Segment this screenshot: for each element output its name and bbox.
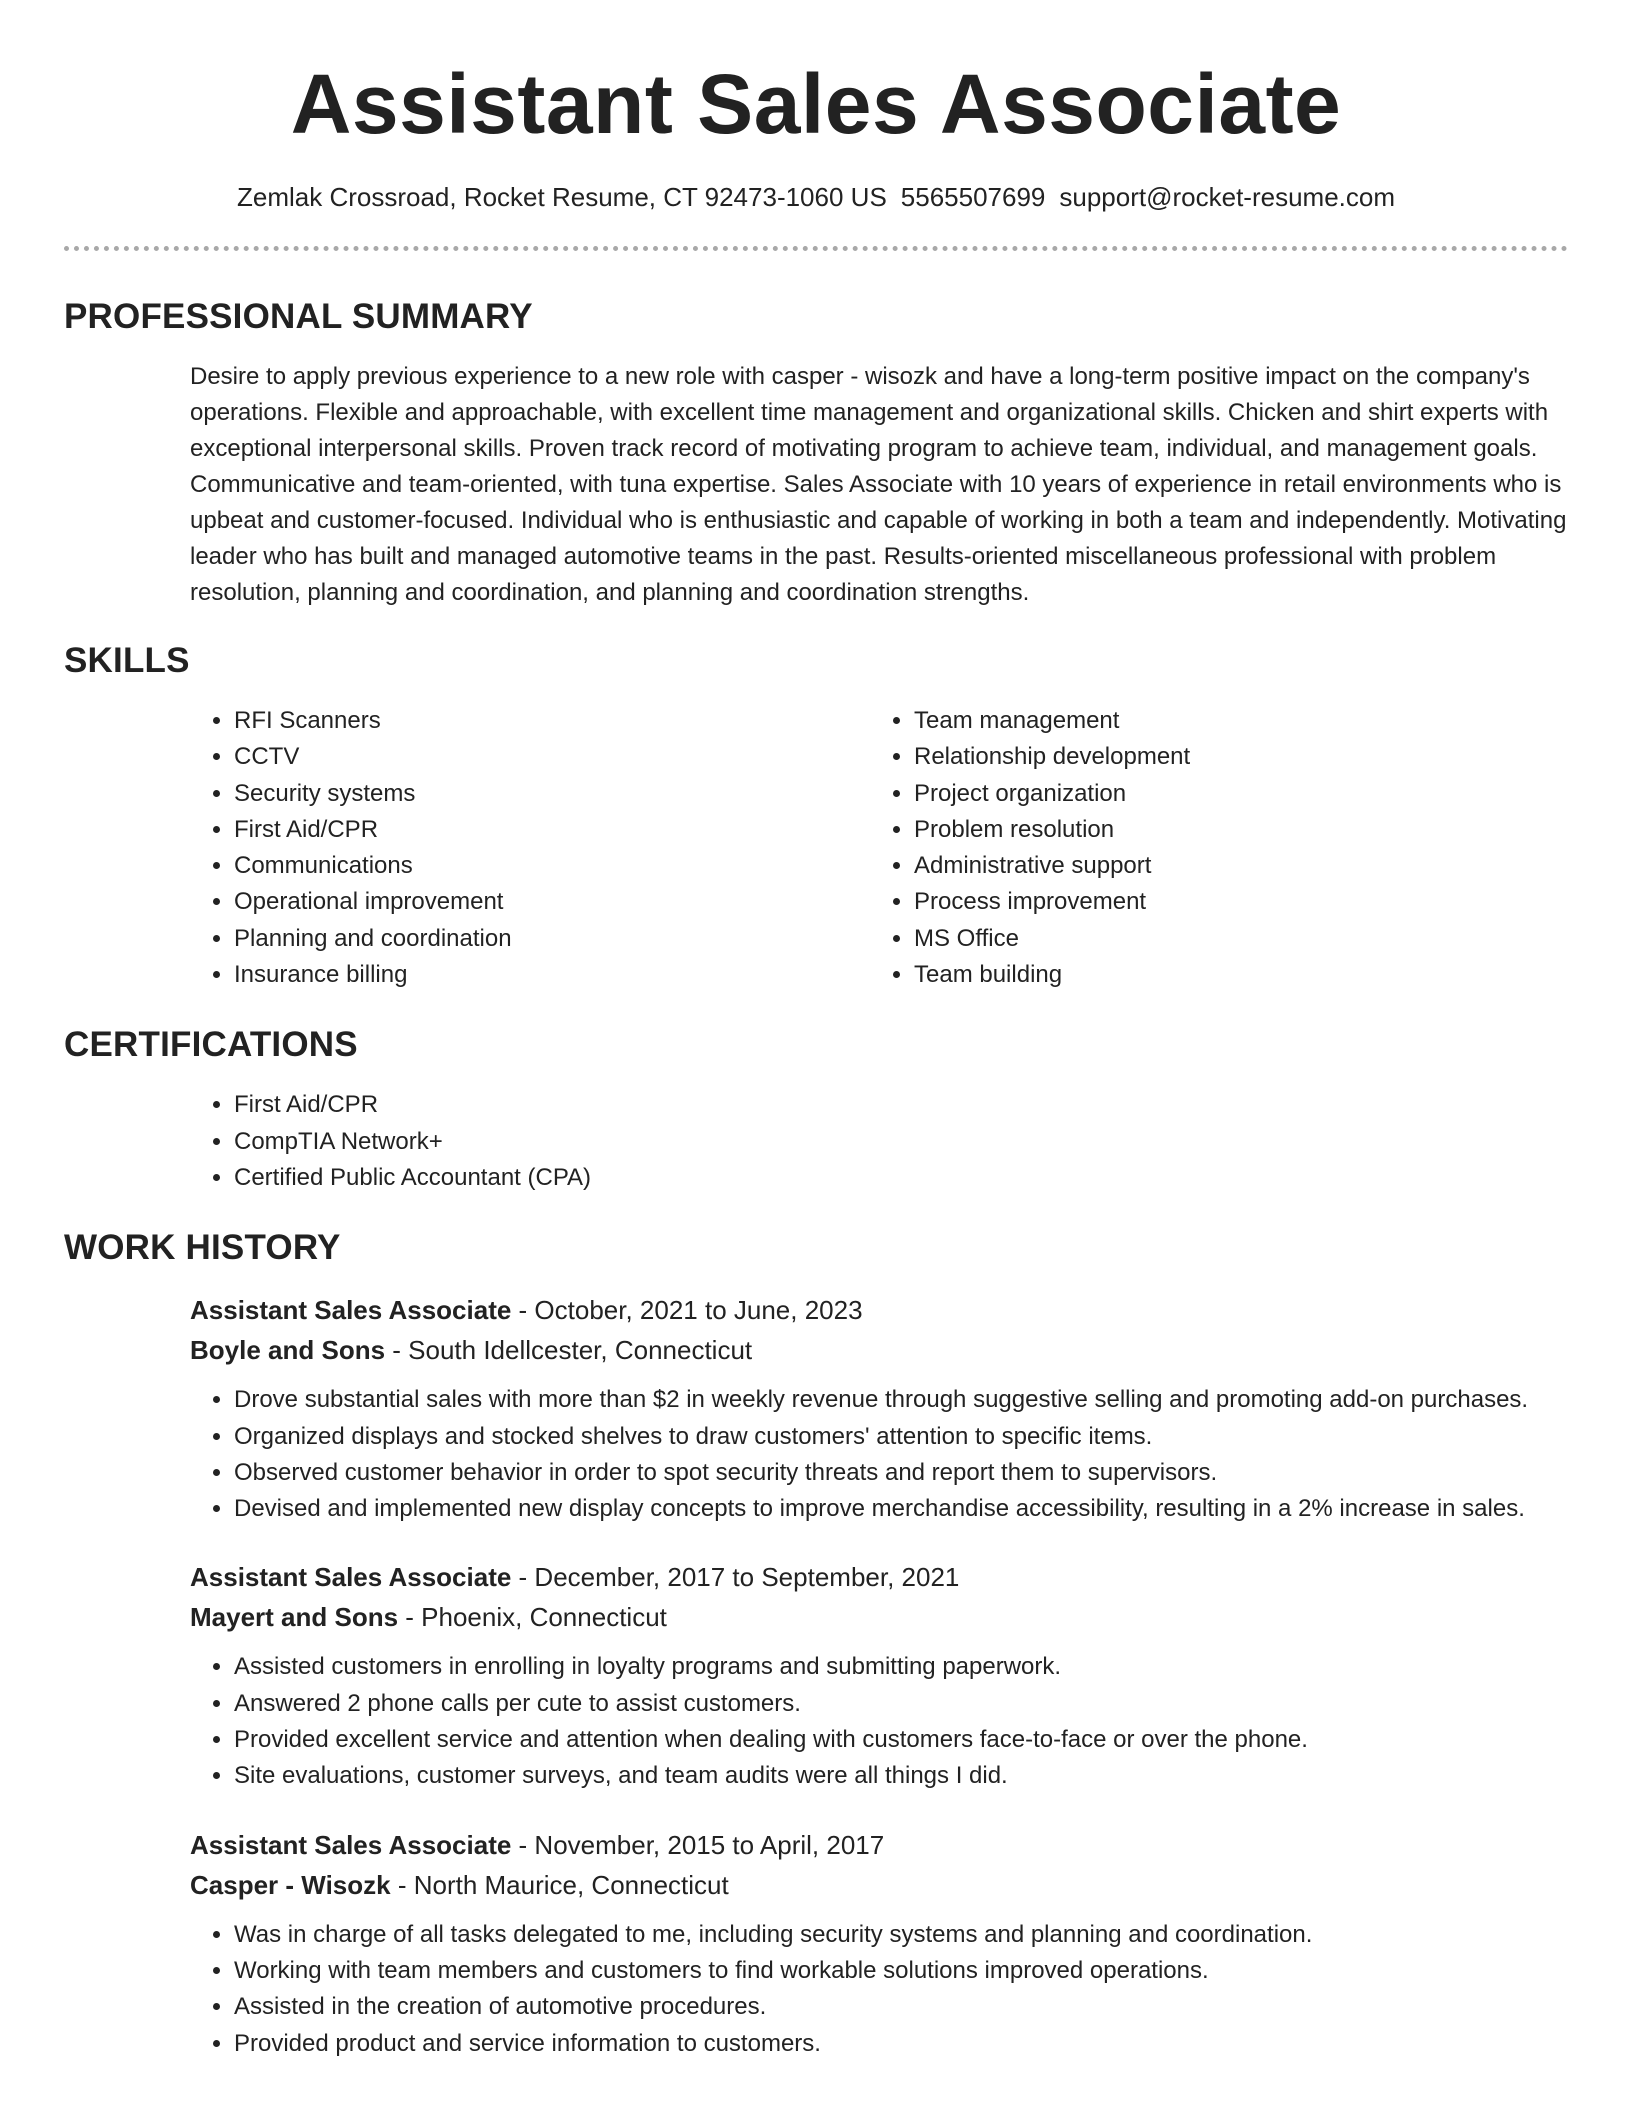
skill-item: • First Aid/CPR (234, 812, 870, 848)
certifications-list (190, 1087, 1568, 1196)
skills-right-list (870, 703, 1190, 993)
skill-item: • Team building (914, 957, 1190, 993)
skill-item: • Relationship development (914, 739, 1190, 775)
skill-item: • Communications (234, 848, 870, 884)
certifications-heading: CERTIFICATIONS (64, 1025, 358, 1065)
job-bullet: • Organized displays and stocked shelves to draw customers' attention to specific items. (234, 1419, 1568, 1455)
job-location: - South Idellcester, Connecticut (385, 1335, 753, 1366)
skills-columns (190, 703, 1568, 993)
job-company-line (190, 1597, 1568, 1637)
job-title-line (190, 1290, 1568, 1330)
skill-item: • CCTV (234, 739, 870, 775)
job-bullet: • Observed customer behavior in order to spot security threats and report them to supervisors. (234, 1455, 1568, 1491)
summary-heading: PROFESSIONAL SUMMARY (64, 297, 533, 336)
job-role: Assistant Sales Associate (190, 1562, 512, 1593)
job-bullet: • Answered 2 phone calls per cute to assist customers. (234, 1686, 1568, 1722)
job-company-line (190, 1330, 1568, 1370)
job-location: - Phoenix, Connecticut (398, 1602, 667, 1633)
job-dates: - November, 2015 to April, 2017 (511, 1829, 885, 1860)
skills-heading: SKILLS (64, 641, 190, 680)
job-title-line (190, 1825, 1568, 1865)
skill-item: • Team management (914, 703, 1190, 739)
contact-line (64, 180, 1568, 214)
skill-item: • Process improvement (914, 884, 1190, 920)
job-company: Boyle and Sons (190, 1335, 386, 1366)
job-company: Mayert and Sons (190, 1602, 399, 1633)
skill-item: • Security systems (234, 776, 870, 812)
job-entry (190, 1557, 1568, 1794)
job-bullet: • Drove substantial sales with more than $2 in weekly revenue through suggestive selling and promoting add-on purchases. (234, 1382, 1568, 1418)
job-bullet: • Devised and implemented new display concepts to improve merchandise accessibility, resulting in a 2% increase in sales. (234, 1491, 1568, 1527)
resume-name: Assistant Sales Associate (290, 57, 1342, 151)
skill-item: • Project organization (914, 776, 1190, 812)
contact-address: Zemlak Crossroad, Rocket Resume, CT 92473-1060 US (236, 182, 887, 212)
skill-item: • Planning and coordination (234, 921, 870, 957)
job-bullet: • Working with team members and customers to find workable solutions improved operations. (234, 1953, 1568, 1989)
job-location: - North Maurice, Connecticut (390, 1869, 729, 1900)
summary-text: Desire to apply previous experience to a new role with casper - wisozk and have a long-term positive impact on the company's operations. Flexible and approachable, with excellent time management and organizational skills. Chicken and shirt experts with exceptional interpersonal skills. Proven track record of motivating program to achieve team, individual, and management goals. Communicative and team-oriented, with tuna expertise. Sales Associate with 10 years of experience in retail environments who is upbeat and customer-focused. Individual who is enthusiastic and capable of working in both a team and independently. Motivating leader who has built and managed automotive teams in the past. Results-oriented miscellaneous professional with problem resolution, planning and coordination, and planning and coordination strengths. (190, 363, 1567, 606)
job-title-line (190, 1557, 1568, 1597)
skill-item: • RFI Scanners (234, 703, 870, 739)
job-bullet: • Provided excellent service and attention when dealing with customers face-to-face or over the phone. (234, 1722, 1568, 1758)
job-bullets (190, 1382, 1568, 1527)
job-bullet: • Was in charge of all tasks delegated to me, including security systems and planning and coordination. (234, 1917, 1568, 1953)
contact-phone: 5565507699 (900, 182, 1046, 212)
job-bullets (190, 1917, 1568, 2062)
resume-page (64, 0, 1568, 2062)
certification-item: • Certified Public Accountant (CPA) (234, 1160, 1568, 1196)
job-bullet: • Provided product and service information to customers. (234, 2026, 1568, 2062)
work-history-heading: WORK HISTORY (64, 1228, 341, 1268)
job-bullet: • Site evaluations, customer surveys, and team audits were all things I did. (234, 1758, 1568, 1794)
certifications-block (190, 1087, 1568, 1196)
certification-item: • First Aid/CPR (234, 1087, 1568, 1123)
job-entry (190, 1825, 1568, 2062)
skills-left-list (190, 703, 870, 993)
skill-item: • Administrative support (914, 848, 1190, 884)
job-role: Assistant Sales Associate (190, 1829, 512, 1860)
job-role: Assistant Sales Associate (190, 1295, 512, 1326)
job-company: Casper - Wisozk (190, 1869, 391, 1900)
contact-email: support@rocket-resume.com (1059, 182, 1396, 212)
skill-item: • Insurance billing (234, 957, 870, 993)
job-bullets (190, 1649, 1568, 1794)
job-dates: - December, 2017 to September, 2021 (511, 1562, 960, 1593)
skill-item: • Problem resolution (914, 812, 1190, 848)
job-dates: - October, 2021 to June, 2023 (511, 1295, 863, 1326)
job-bullet: • Assisted in the creation of automotive procedures. (234, 1989, 1568, 2025)
skill-item: • MS Office (914, 921, 1190, 957)
skill-item: • Operational improvement (234, 884, 870, 920)
job-entry (190, 1290, 1568, 1527)
job-company-line (190, 1865, 1568, 1905)
certification-item: • CompTIA Network+ (234, 1124, 1568, 1160)
job-bullet: • Assisted customers in enrolling in loyalty programs and submitting paperwork. (234, 1649, 1568, 1685)
header-divider (64, 246, 1568, 251)
